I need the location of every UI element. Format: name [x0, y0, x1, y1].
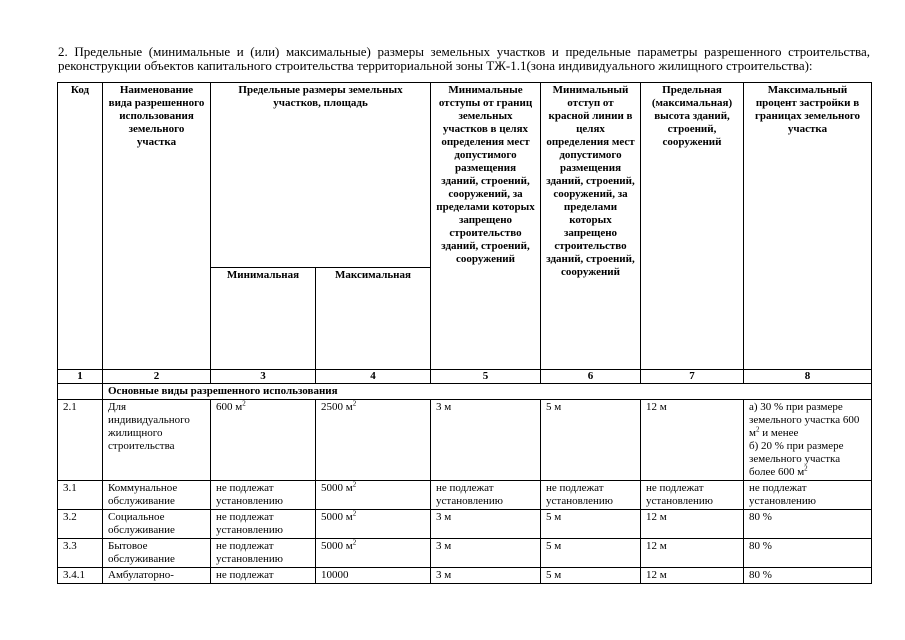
- row-max-area: 5000 $м^2$: [316, 539, 431, 568]
- row-min-area: не подлежат: [211, 568, 316, 584]
- row-height: 12 м: [641, 400, 744, 481]
- header-min: Минимальная: [211, 267, 316, 369]
- section-code-cell: [58, 384, 103, 400]
- row-indent-borders: 3 м: [431, 400, 541, 481]
- row-indent-borders: 3 м: [431, 568, 541, 584]
- header-indent-borders: Минимальные отступы от границ земельных участков в целях определения мест допустимого размещения зданий, строений, сооружений, за пределами которых запрещено строительство зданий, строений, сооружений: [431, 83, 541, 370]
- header-code: Код: [58, 83, 103, 370]
- column-number: 6: [541, 370, 641, 384]
- row-name: Бытовое обслуживание: [103, 539, 211, 568]
- row-code: 3.1: [58, 481, 103, 510]
- row-max-area: 10000: [316, 568, 431, 584]
- column-number: 4: [316, 370, 431, 384]
- row-height: не подлежат установлению: [641, 481, 744, 510]
- table-row: [58, 400, 872, 481]
- section-row: [58, 384, 872, 400]
- row-coverage: 80 %: [744, 510, 872, 539]
- header-name: Наименование вида разрешенного использования земельного участка: [103, 83, 211, 370]
- column-number: 3: [211, 370, 316, 384]
- row-indent-borders: 3 м: [431, 539, 541, 568]
- row-min-area: не подлежат установлению: [211, 481, 316, 510]
- row-indent-red-line: 5 м: [541, 400, 641, 481]
- row-indent-red-line: 5 м: [541, 510, 641, 539]
- row-indent-red-line: не подлежат установлению: [541, 481, 641, 510]
- table-row: [58, 539, 872, 568]
- row-code: 2.1: [58, 400, 103, 481]
- column-number: 7: [641, 370, 744, 384]
- row-coverage: не подлежат установлению: [744, 481, 872, 510]
- land-parameters-table: [57, 82, 872, 584]
- intro-paragraph: 2. Предельные (минимальные и (или) максимальные) размеры земельных участков и предельные параметры разрешенного строительства, реконструкции объектов капитального строительства территориальной зоны ТЖ-1.1(зона индивидуального жилищного строительства):: [58, 44, 870, 73]
- column-number: 1: [58, 370, 103, 384]
- row-min-area: не подлежат установлению: [211, 510, 316, 539]
- header-max: Максимальная: [316, 267, 431, 369]
- header-coverage: Максимальный процент застройки в границах земельного участка: [744, 83, 872, 370]
- row-coverage: 80 %: [744, 539, 872, 568]
- row-min-area: 600 $м^2$: [211, 400, 316, 481]
- table-row: [58, 510, 872, 539]
- header-height: Предельная (максимальная) высота зданий, строений, сооружений: [641, 83, 744, 370]
- row-indent-red-line: 5 м: [541, 539, 641, 568]
- table-row: [58, 568, 872, 584]
- row-max-area: 5000 $м^2$: [316, 510, 431, 539]
- row-indent-borders: не подлежат установлению: [431, 481, 541, 510]
- column-number: 2: [103, 370, 211, 384]
- column-number-row: [58, 370, 872, 384]
- row-max-area: 5000 $м^2$: [316, 481, 431, 510]
- row-name: Амбулаторно-: [103, 568, 211, 584]
- row-name: Для индивидуального жилищного строительства: [103, 400, 211, 481]
- section-title: Основные виды разрешенного использования: [103, 384, 872, 400]
- row-height: 12 м: [641, 510, 744, 539]
- header-size-group: Предельные размеры земельных участков, площадь: [211, 83, 431, 268]
- row-height: 12 м: [641, 539, 744, 568]
- header-indent-red-line: Минимальный отступ от красной линии в целях определения мест допустимого размещения зданий, строений, сооружений, за пределами которых запрещено строительство зданий, строений, сооружений: [541, 83, 641, 370]
- header-row-1: [58, 83, 872, 268]
- row-code: 3.4.1: [58, 568, 103, 584]
- row-min-area: не подлежат установлению: [211, 539, 316, 568]
- row-code: 3.3: [58, 539, 103, 568]
- row-coverage: 80 %: [744, 568, 872, 584]
- table-row: [58, 481, 872, 510]
- row-name: Коммунальное обслуживание: [103, 481, 211, 510]
- row-code: 3.2: [58, 510, 103, 539]
- row-name: Социальное обслуживание: [103, 510, 211, 539]
- column-number: 5: [431, 370, 541, 384]
- row-max-area: 2500 $м^2$: [316, 400, 431, 481]
- column-number: 8: [744, 370, 872, 384]
- row-coverage: а) 30 % при размере земельного участка 600 $м^2$ и менее б) 20 % при размере земельного участка более 600 $м^2$: [744, 400, 872, 481]
- row-indent-red-line: 5 м: [541, 568, 641, 584]
- row-indent-borders: 3 м: [431, 510, 541, 539]
- row-height: 12 м: [641, 568, 744, 584]
